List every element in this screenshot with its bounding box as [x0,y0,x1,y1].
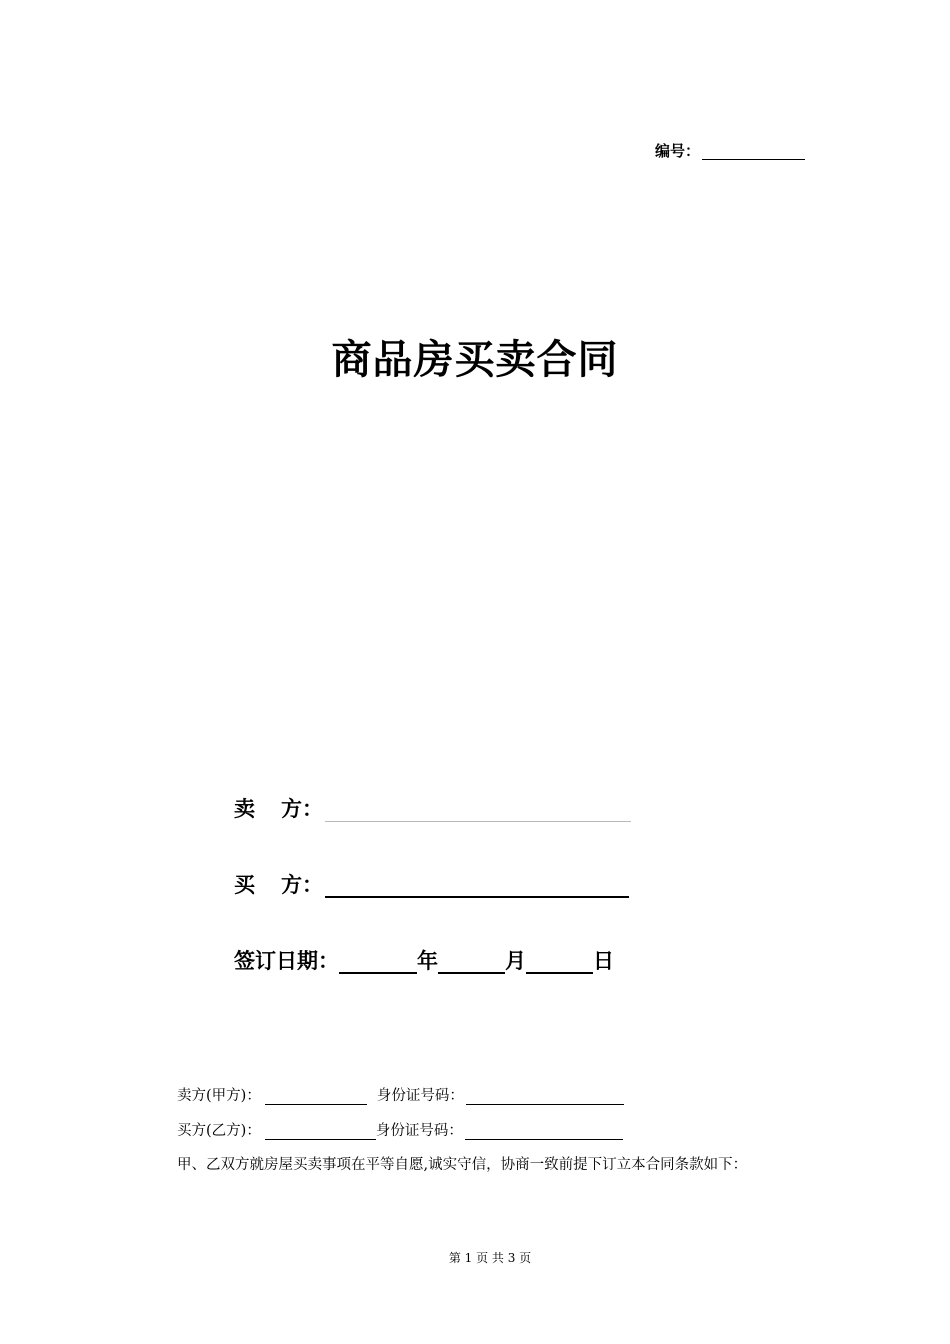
sign-date-month-blank[interactable] [438,950,505,974]
document-title: 商品房买卖合同 [331,336,619,383]
cover-seller-row [234,796,631,822]
cover-seller-label-2: 方： [281,797,323,821]
cover-buyer-label-1: 买 [234,873,255,897]
seller-id-label: 身份证号码： [376,1088,464,1104]
sign-date-day-blank[interactable] [526,950,593,974]
seller-party-label: 卖方(甲方)： [177,1088,261,1104]
seller-name-blank[interactable] [265,1090,367,1105]
sign-date-row [234,948,614,974]
sign-date-year-label: 年 [417,949,438,973]
buyer-name-blank[interactable] [265,1125,376,1140]
sign-date-label: 签订日期： [234,949,339,973]
buyer-info-row [177,1122,623,1140]
sign-date-month-label: 月 [505,949,526,973]
buyer-id-blank[interactable] [465,1125,623,1140]
serial-number [655,142,805,160]
buyer-party-label: 买方(乙方)： [177,1123,261,1139]
serial-number-label: 编号： [655,142,701,160]
serial-number-blank[interactable] [702,143,805,160]
contract-intro: 甲、乙双方就房屋买卖事项在平等自愿,诚实守信，协商一致前提下订立本合同条款如下： [177,1157,748,1173]
cover-buyer-label-2: 方： [281,873,323,897]
sign-date-year-blank[interactable] [339,950,417,974]
cover-buyer-blank[interactable] [325,874,629,898]
buyer-id-label: 身份证号码： [375,1123,463,1139]
sign-date-day-label: 日 [593,949,614,973]
cover-buyer-row [234,872,629,898]
page-number: 第 1 页 共 3 页 [448,1251,532,1265]
seller-info-row [177,1087,624,1105]
cover-seller-label-1: 卖 [234,797,255,821]
cover-seller-blank[interactable] [325,799,631,822]
seller-id-blank[interactable] [466,1090,624,1105]
